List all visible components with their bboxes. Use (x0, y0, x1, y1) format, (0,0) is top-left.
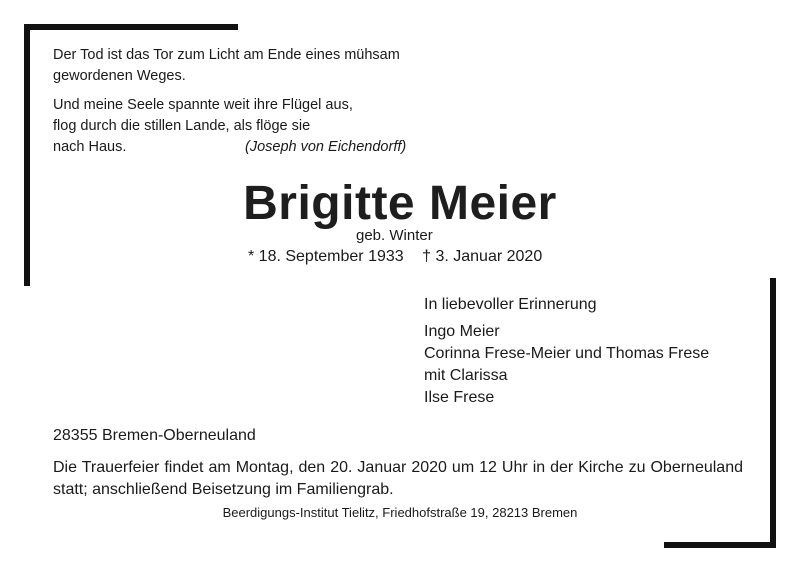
death-date: † 3. Januar 2020 (422, 248, 543, 265)
undertaker: Beerdigungs-Institut Tielitz, Friedhofstraße 19, 28213 Bremen (222, 505, 578, 520)
mourner-name: Ilse Frese (424, 389, 495, 406)
mourner-name: mit Clarissa (424, 367, 508, 384)
poem-author: (Joseph von Eichendorff) (245, 139, 407, 155)
funeral-notice: Die Trauerfeier findet am Montag, den 20. Januar 2020 um 12 Uhr in der Kirche zu Oberneuland statt; anschließend Beisetzung im Familiengrab. (53, 459, 743, 498)
poem-stanza-1 (53, 45, 400, 87)
poem-line: gewordenen Weges. (53, 68, 186, 84)
poem-line: nach Haus. (53, 139, 127, 155)
mourner-name: Corinna Frese-Meier und Thomas Frese (424, 345, 710, 362)
place: 28355 Bremen-Oberneuland (53, 427, 256, 444)
mourners-list (424, 321, 709, 409)
mourner-name: Ingo Meier (424, 323, 500, 340)
birth-date: * 18. September 1933 (248, 248, 404, 265)
frame-bottom-right-horizontal (664, 542, 776, 548)
poem-last-line (53, 137, 407, 158)
poem-stanza-2 (53, 95, 407, 158)
deceased-name: Brigitte Meier (243, 177, 557, 230)
life-dates (248, 248, 542, 266)
mourners-intro: In liebevoller Erinnerung (424, 296, 597, 313)
frame-top-left-horizontal (24, 24, 238, 30)
frame-top-left-vertical (24, 24, 30, 286)
poem-line: Der Tod ist das Tor zum Licht am Ende eines mühsam (53, 47, 400, 63)
poem-line: flog durch die stillen Lande, als flöge sie (53, 118, 311, 134)
poem-line: Und meine Seele spannte weit ihre Flügel aus, (53, 97, 353, 113)
maiden-name: geb. Winter (356, 227, 433, 244)
